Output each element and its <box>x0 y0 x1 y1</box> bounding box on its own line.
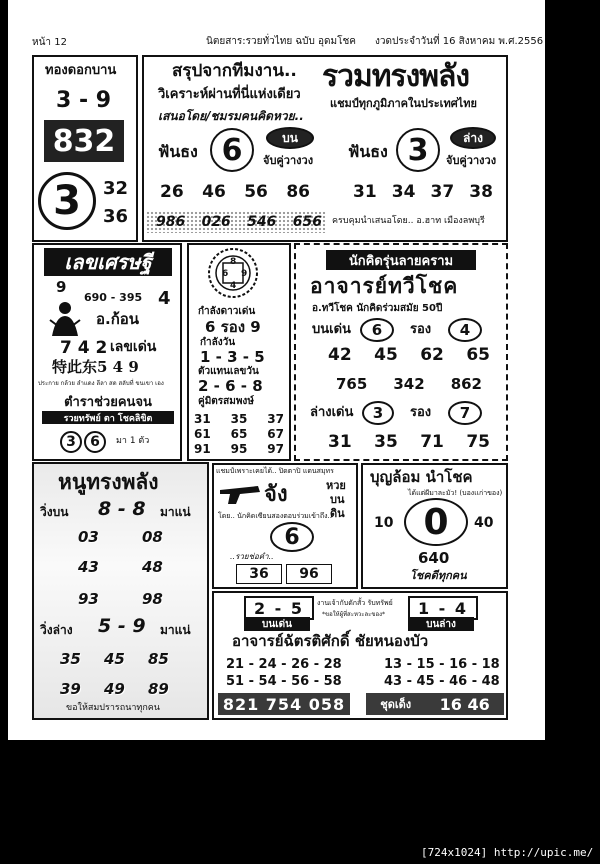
tawee-chok-heading: อาจารย์ทวีโชค <box>310 274 459 298</box>
upper-label: บนเด่น <box>312 322 351 337</box>
main-digit-circle: 3 <box>38 172 96 230</box>
lower-label: ฟันธง <box>348 142 388 161</box>
number: 765 <box>336 375 368 393</box>
number: 98 <box>142 590 163 608</box>
three-digit-row <box>156 214 322 230</box>
summary-heading: สรุปจากทีมงาน.. <box>172 61 297 81</box>
upper-label: ฟันธง <box>158 142 198 161</box>
number: 65 <box>466 345 490 365</box>
champion-number: 96 <box>286 564 332 584</box>
lucky-pair: 3 - 9 <box>56 88 112 113</box>
rong-label: รอง <box>410 322 432 337</box>
number: 35 <box>374 432 398 452</box>
wheel-graphic <box>198 246 268 300</box>
lower-main-circle: 3 <box>362 401 394 425</box>
lek-den-caption: เลขเด่น <box>110 339 157 355</box>
upper-caption: จับคู่วางวง <box>263 154 314 167</box>
number: 45 <box>104 650 125 668</box>
upper-numbers-row <box>160 182 310 202</box>
hnu-footer: ขอให้สมปรารถนาทุกคน <box>66 703 160 713</box>
upper-label: วิ่งบน <box>40 505 69 519</box>
number: 97 <box>267 442 284 456</box>
lek-setthi-logo: เลขเศรษฐี <box>44 248 172 276</box>
upper-pair: 8 - 8 <box>98 498 146 520</box>
gun-icon <box>218 482 262 508</box>
digit-circle: 3 <box>60 431 82 453</box>
ma-note: มา 1 ตัว <box>116 436 150 446</box>
side-word: บน <box>330 493 345 506</box>
digits-line: 7 4 2 <box>60 338 108 358</box>
side-number: 36 <box>103 206 129 227</box>
teacher-name: อ.ก้อน <box>96 310 140 328</box>
person-icon <box>48 300 82 338</box>
numbers-line: 690 - 395 <box>84 291 143 304</box>
upper-main-circle: 6 <box>360 318 394 342</box>
chattisak-heading: อาจารย์ฉัตรติศักดิ์ ชัยหนองบัว <box>232 632 429 650</box>
number: 85 <box>148 650 169 668</box>
boonlom-right: 40 <box>474 515 494 531</box>
champion-header: แชมป์เพราะเคยได้.. ปิดตาปิ แดนสมุทร <box>216 467 334 475</box>
number: 37 <box>430 182 455 202</box>
magazine-title: นิตยสาร:รวยทั่วไทย ฉบับ อุดมโชค <box>206 36 356 47</box>
number: 546 <box>247 214 277 230</box>
boonlom-digit: 0 <box>404 498 468 546</box>
number: 26 <box>160 182 184 202</box>
number-row: 13 - 15 - 16 - 18 <box>384 657 500 672</box>
wheel-digit: 6 <box>222 269 229 279</box>
number: 49 <box>104 680 125 698</box>
number: 89 <box>148 680 169 698</box>
number-row: 21 - 24 - 26 - 28 <box>226 657 342 672</box>
champion-text: โดย.. นักคิดเซียนสองตอบร่วมเข้าถึง.. <box>218 512 332 520</box>
wheel-digit: 4 <box>230 281 237 291</box>
champion-number: 36 <box>236 564 282 584</box>
rong-label: รอง <box>410 405 432 420</box>
banner-nakkit: นักคิดรุ่นลายคราม <box>326 250 476 270</box>
mid-text: งานเจ้ากับดักสั้ว รับทรัพย์ <box>317 599 393 607</box>
lower-second-circle: 7 <box>448 401 482 425</box>
number: 35 <box>60 650 81 668</box>
summary-subtitle: วิเคราะห์ผ่านที่นี่แห่งเดียว <box>158 87 301 102</box>
number-row: 43 - 45 - 46 - 48 <box>384 674 500 689</box>
grid-row <box>194 412 284 426</box>
wheel-digit: 9 <box>241 269 248 279</box>
number: 95 <box>230 442 248 456</box>
hnu-title: หนูทรงพลัง <box>58 470 159 494</box>
number: 03 <box>78 528 99 546</box>
number: 986 <box>156 214 186 230</box>
summary-subtitle: เสนอโดย/ชมรมคนคิดหวย.. <box>158 109 304 123</box>
summary-credit: ครบคุมนำเสนอโดย.. อ.ฮาท เมืองลพบุรี <box>332 216 485 226</box>
lower-numbers-row <box>328 432 490 452</box>
upper-second-circle: 4 <box>448 318 482 342</box>
champion-note: ..รวยช่อคำ.. <box>230 552 274 561</box>
label: กำลังวัน <box>200 337 236 348</box>
number: 86 <box>286 182 310 202</box>
lower-caption: จับคู่วางวง <box>446 154 497 167</box>
tamra-sub-banner: รวยทรัพย์ ตา โชคลิขิต <box>42 411 174 424</box>
number: 45 <box>374 345 398 365</box>
number: 31 <box>353 182 377 202</box>
number: 37 <box>267 412 284 426</box>
value: 6 รอง 9 <box>205 318 261 336</box>
boonlom-title: บุญล้อม นำโชค <box>370 468 473 486</box>
number: 342 <box>393 375 425 393</box>
number: 42 <box>328 345 352 365</box>
number: 93 <box>78 590 99 608</box>
bottom-label-bar <box>366 693 504 715</box>
boonlom-left: 10 <box>374 515 394 531</box>
number: 34 <box>391 182 416 202</box>
number: 75 <box>466 432 490 452</box>
lower-tag: ล่าง <box>450 127 496 149</box>
grid-row <box>194 442 284 456</box>
mid-text: *ขอให้ผู้ที่สะหวะละของ* <box>322 611 386 618</box>
number: 67 <box>267 427 284 441</box>
value: 1 - 3 - 5 <box>200 348 265 366</box>
chud-deng-label: ชุดเด็ง <box>380 698 412 711</box>
number: 71 <box>420 432 444 452</box>
lower-numbers-row <box>353 182 493 202</box>
ruam-song-palang-logo: รวมทรงพลัง <box>322 59 470 94</box>
number: 31 <box>328 432 352 452</box>
boonlom-number: 640 <box>418 549 450 567</box>
grid-row <box>194 427 284 441</box>
number: 38 <box>469 182 493 202</box>
label: คู่มิตรสมพงษ์ <box>198 396 254 407</box>
boonlom-footer: โชคดีทุกคน <box>410 569 467 582</box>
number: 026 <box>201 214 231 230</box>
upper-numbers-row <box>328 345 490 365</box>
label: ตัวแทนเลขวัน <box>198 366 259 377</box>
lower-label: ล่างเด่น <box>310 405 354 420</box>
image-source-footer <box>415 841 600 863</box>
number: 48 <box>142 558 163 576</box>
chud-deng-numbers: 16 46 <box>439 694 490 714</box>
number: 39 <box>60 680 81 698</box>
boonlom-subtitle: ได้แต่ผีมาละมัว! (บองเเก่าของ) <box>408 489 503 497</box>
handwritten-line: 特此东5 4 9 <box>52 358 139 376</box>
three-digit-row <box>336 375 482 393</box>
footer-text: [724x1024] http://upic.me/ <box>421 845 594 859</box>
number: 656 <box>292 214 322 230</box>
number: 56 <box>244 182 268 202</box>
issue-date: งวดประจำวันที่ 16 สิงหาคม พ.ศ.2556 <box>375 36 544 47</box>
number: 08 <box>142 528 163 546</box>
summary-tagline: แชมป์ทุกภูมิภาคในประเทศไทย <box>330 97 477 110</box>
side-word: ดิน <box>330 507 345 520</box>
number: 91 <box>194 442 211 456</box>
number: 35 <box>230 412 248 426</box>
pair-tag: บนล่าง <box>408 617 474 631</box>
number: 43 <box>78 558 99 576</box>
number: 862 <box>450 375 482 393</box>
bottom-number-bar: 821 754 058 <box>218 693 350 715</box>
champion-digit: 6 <box>270 522 314 552</box>
suffix: มาแน่ <box>160 623 191 637</box>
number: 65 <box>230 427 248 441</box>
lower-digit-circle: 3 <box>396 128 440 172</box>
tawee-chok-sub: อ.ทวีโชค นักคิดร่วมสมัย 50ปี <box>312 303 443 314</box>
lower-pair: 5 - 9 <box>98 615 146 637</box>
number: 61 <box>194 427 211 441</box>
number: 31 <box>194 412 211 426</box>
value: 2 - 6 - 8 <box>198 377 263 395</box>
upper-digit-circle: 6 <box>210 128 254 172</box>
digit-circle: 6 <box>84 431 106 453</box>
side-digit: 9 <box>56 278 67 296</box>
number: 46 <box>202 182 226 202</box>
side-digit: 4 <box>158 288 171 309</box>
pair-tag: บนเด่น <box>244 617 310 631</box>
pair-badge: 1 - 4 <box>408 596 478 620</box>
page-number: หน้า 12 <box>32 37 67 48</box>
big-number-badge: 832 <box>44 120 124 162</box>
number-row: 51 - 54 - 56 - 58 <box>226 674 342 689</box>
tamra-banner: ตำราช่วยคนจน <box>42 392 174 410</box>
side-number: 32 <box>103 178 129 199</box>
side-word: หวย <box>326 479 346 492</box>
label: กำลังดาวเด่น <box>198 306 256 317</box>
number: 62 <box>420 345 444 365</box>
pair-badge: 2 - 5 <box>244 596 314 620</box>
wheel-digit: 8 <box>230 257 237 267</box>
box-title: ทองดอกบาน <box>45 63 117 78</box>
upper-tag: บน <box>266 127 314 149</box>
lower-label: วิ่งล่าง <box>40 623 73 637</box>
jang-logo: จัง <box>264 482 288 507</box>
suffix: มาแน่ <box>160 505 191 519</box>
small-text: ประกาย กล้วย ลำแดง ลีลา สด สลับที่ ขนเขา เอง <box>38 380 164 387</box>
